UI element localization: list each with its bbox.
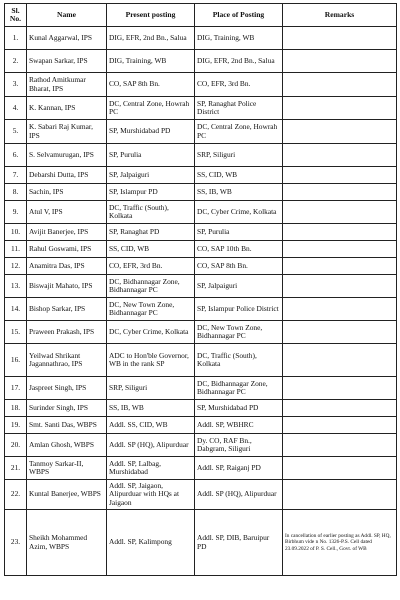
cell-place-of-posting: DC, Bidhannagar Zone, Bidhannagar PC xyxy=(195,377,283,400)
header-name: Name xyxy=(27,4,107,27)
table-header-row xyxy=(5,4,397,27)
cell-place-of-posting: Addl. SP, DIB, Baruipur PD xyxy=(195,510,283,576)
cell-remarks xyxy=(283,184,397,201)
cell-remarks xyxy=(283,344,397,377)
cell-name: Kuntal Banerjee, WBPS xyxy=(27,480,107,510)
table-row xyxy=(5,144,397,167)
cell-name: Swapan Sarkar, IPS xyxy=(27,50,107,73)
cell-present-posting: DIG, Training, WB xyxy=(107,50,195,73)
cell-present-posting: SP, Ranaghat PD xyxy=(107,224,195,241)
cell-sl-no: 11. xyxy=(5,241,27,258)
cell-place-of-posting: Addl. SP, WBHRC xyxy=(195,417,283,434)
cell-remarks xyxy=(283,201,397,224)
header-present-posting: Present posting xyxy=(107,4,195,27)
header-place-of-posting: Place of Posting xyxy=(195,4,283,27)
table-row xyxy=(5,50,397,73)
cell-name: Sheikh Mohammed Azim, WBPS xyxy=(27,510,107,576)
cell-name: Debarshi Dutta, IPS xyxy=(27,167,107,184)
cell-place-of-posting: DIG, EFR, 2nd Bn., Salua xyxy=(195,50,283,73)
cell-present-posting: SP, Islampur PD xyxy=(107,184,195,201)
cell-place-of-posting: Dy. CO, RAF Bn., Dabgram, Siliguri xyxy=(195,434,283,457)
cell-place-of-posting: SP, Ranaghat Police District xyxy=(195,97,283,120)
cell-place-of-posting: CO, SAP 10th Bn. xyxy=(195,241,283,258)
table-row xyxy=(5,184,397,201)
cell-present-posting: DC, Traffic (South), Kolkata xyxy=(107,201,195,224)
cell-present-posting: Addl. SP (HQ), Alipurduar xyxy=(107,434,195,457)
cell-sl-no: 20. xyxy=(5,434,27,457)
cell-present-posting: DC, Cyber Crime, Kolkata xyxy=(107,321,195,344)
table-row xyxy=(5,120,397,144)
table-row xyxy=(5,417,397,434)
cell-present-posting: SS, IB, WB xyxy=(107,400,195,417)
cell-present-posting: Addl. SP, Kalimpong xyxy=(107,510,195,576)
cell-name: Bishop Sarkar, IPS xyxy=(27,298,107,321)
cell-remarks xyxy=(283,275,397,298)
cell-name: K. Sabari Raj Kumar, IPS xyxy=(27,120,107,144)
cell-place-of-posting: CO, SAP 8th Bn. xyxy=(195,258,283,275)
cell-sl-no: 12. xyxy=(5,258,27,275)
cell-place-of-posting: SP, Islampur Police District xyxy=(195,298,283,321)
cell-name: Anamitra Das, IPS xyxy=(27,258,107,275)
cell-present-posting: Addl. SP, Lalbag, Murshidabad xyxy=(107,457,195,480)
cell-present-posting: DC, Central Zone, Howrah PC xyxy=(107,97,195,120)
cell-remarks xyxy=(283,27,397,50)
cell-remarks xyxy=(283,321,397,344)
cell-sl-no: 18. xyxy=(5,400,27,417)
cell-sl-no: 19. xyxy=(5,417,27,434)
cell-present-posting: CO, EFR, 3rd Bn. xyxy=(107,258,195,275)
cell-present-posting: SP, Murshidabad PD xyxy=(107,120,195,144)
cell-name: Rahul Goswami, IPS xyxy=(27,241,107,258)
cell-sl-no: 5. xyxy=(5,120,27,144)
cell-present-posting: DC, Bidhannagar Zone, Bidhannagar PC xyxy=(107,275,195,298)
cell-name: Praween Prakash, IPS xyxy=(27,321,107,344)
table-row xyxy=(5,510,397,576)
cell-sl-no: 22. xyxy=(5,480,27,510)
table-row xyxy=(5,457,397,480)
cell-place-of-posting: DC, New Town Zone, Bidhannagar PC xyxy=(195,321,283,344)
table-row xyxy=(5,73,397,97)
cell-place-of-posting: Addl. SP, Raiganj PD xyxy=(195,457,283,480)
cell-remarks xyxy=(283,298,397,321)
cell-remarks xyxy=(283,241,397,258)
cell-name: Amlan Ghosh, WBPS xyxy=(27,434,107,457)
cell-remarks xyxy=(283,167,397,184)
cell-place-of-posting: CO, EFR, 3rd Bn. xyxy=(195,73,283,97)
cell-remarks: In cancellation of earlier posting as Addl. SP, HQ, Birbhum vide n No. 1326-P.S. Cell dated 23.09.2022 of P. S. Cell., Govt. of WB xyxy=(283,510,397,576)
cell-present-posting: CO, SAP 8th Bn. xyxy=(107,73,195,97)
cell-remarks xyxy=(283,144,397,167)
cell-present-posting: SS, CID, WB xyxy=(107,241,195,258)
table-row xyxy=(5,434,397,457)
cell-present-posting: SP, Jalpaiguri xyxy=(107,167,195,184)
cell-present-posting: Addl. SP, Jaigaon, Alipurduar with HQs at Jaigaon xyxy=(107,480,195,510)
cell-place-of-posting: SP, Jalpaiguri xyxy=(195,275,283,298)
cell-present-posting: SP, Purulia xyxy=(107,144,195,167)
cell-sl-no: 2. xyxy=(5,50,27,73)
cell-sl-no: 4. xyxy=(5,97,27,120)
cell-name: Jaspreet Singh, IPS xyxy=(27,377,107,400)
header-remarks: Remarks xyxy=(283,4,397,27)
table-row xyxy=(5,27,397,50)
cell-remarks xyxy=(283,97,397,120)
cell-place-of-posting: SP, Purulia xyxy=(195,224,283,241)
cell-sl-no: 13. xyxy=(5,275,27,298)
cell-sl-no: 9. xyxy=(5,201,27,224)
cell-place-of-posting: SS, CID, WB xyxy=(195,167,283,184)
cell-sl-no: 15. xyxy=(5,321,27,344)
cell-place-of-posting: DC, Central Zone, Howrah PC xyxy=(195,120,283,144)
cell-name: Tanmoy Sarkar-II, WBPS xyxy=(27,457,107,480)
cell-present-posting: DC, New Town Zone, Bidhannagar PC xyxy=(107,298,195,321)
cell-sl-no: 1. xyxy=(5,27,27,50)
table-row xyxy=(5,275,397,298)
cell-sl-no: 14. xyxy=(5,298,27,321)
cell-place-of-posting: Addl. SP (HQ), Alipurduar xyxy=(195,480,283,510)
cell-remarks xyxy=(283,377,397,400)
table-row xyxy=(5,321,397,344)
posting-table xyxy=(4,3,397,576)
cell-present-posting: DIG, EFR, 2nd Bn., Salua xyxy=(107,27,195,50)
cell-remarks xyxy=(283,73,397,97)
cell-remarks xyxy=(283,50,397,73)
cell-remarks xyxy=(283,400,397,417)
cell-remarks xyxy=(283,457,397,480)
header-sl-no: Sl. No. xyxy=(5,4,27,27)
cell-sl-no: 23. xyxy=(5,510,27,576)
cell-place-of-posting: DIG, Training, WB xyxy=(195,27,283,50)
cell-sl-no: 16. xyxy=(5,344,27,377)
table-row xyxy=(5,258,397,275)
cell-sl-no: 6. xyxy=(5,144,27,167)
table-row xyxy=(5,377,397,400)
cell-place-of-posting: DC, Cyber Crime, Kolkata xyxy=(195,201,283,224)
cell-name: Yeilwad Shrikant Jagannathrao, IPS xyxy=(27,344,107,377)
table-row xyxy=(5,480,397,510)
cell-present-posting: SRP, Siliguri xyxy=(107,377,195,400)
cell-place-of-posting: SP, Murshidabad PD xyxy=(195,400,283,417)
table-row xyxy=(5,97,397,120)
cell-sl-no: 21. xyxy=(5,457,27,480)
cell-name: Atul V, IPS xyxy=(27,201,107,224)
table-row xyxy=(5,224,397,241)
cell-name: S. Selvamurugan, IPS xyxy=(27,144,107,167)
cell-name: K. Kannan, IPS xyxy=(27,97,107,120)
table-row xyxy=(5,298,397,321)
table-row xyxy=(5,167,397,184)
cell-remarks xyxy=(283,480,397,510)
cell-name: Avijit Banerjee, IPS xyxy=(27,224,107,241)
cell-name: Smt. Santi Das, WBPS xyxy=(27,417,107,434)
cell-name: Kunal Aggarwal, IPS xyxy=(27,27,107,50)
cell-place-of-posting: SS, IB, WB xyxy=(195,184,283,201)
cell-name: Biswajit Mahato, IPS xyxy=(27,275,107,298)
cell-sl-no: 7. xyxy=(5,167,27,184)
cell-remarks xyxy=(283,417,397,434)
cell-remarks xyxy=(283,434,397,457)
table-row xyxy=(5,400,397,417)
cell-sl-no: 17. xyxy=(5,377,27,400)
cell-sl-no: 8. xyxy=(5,184,27,201)
cell-remarks xyxy=(283,120,397,144)
table-row xyxy=(5,201,397,224)
cell-name: Surinder Singh, IPS xyxy=(27,400,107,417)
cell-name: Rathod Amitkumar Bharat, IPS xyxy=(27,73,107,97)
cell-present-posting: Addl. SS, CID, WB xyxy=(107,417,195,434)
cell-sl-no: 3. xyxy=(5,73,27,97)
cell-name: Sachin, IPS xyxy=(27,184,107,201)
cell-place-of-posting: SRP, Siliguri xyxy=(195,144,283,167)
cell-remarks xyxy=(283,258,397,275)
cell-place-of-posting: DC, Traffic (South), Kolkata xyxy=(195,344,283,377)
table-row xyxy=(5,241,397,258)
table-row xyxy=(5,344,397,377)
posting-order-table-container xyxy=(4,3,396,576)
cell-present-posting: ADC to Hon'ble Governor, WB in the rank SP xyxy=(107,344,195,377)
cell-sl-no: 10. xyxy=(5,224,27,241)
cell-remarks xyxy=(283,224,397,241)
